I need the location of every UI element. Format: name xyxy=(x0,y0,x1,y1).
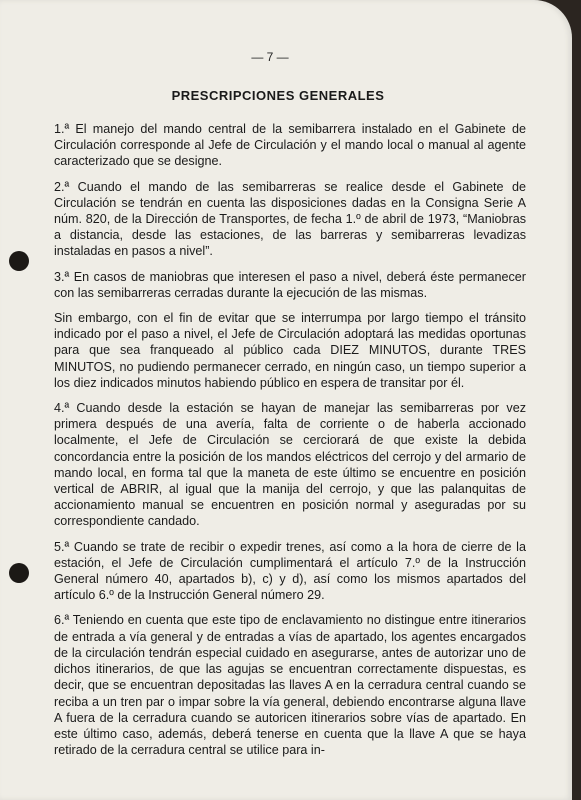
paragraph-3: 3.ª En casos de maniobras que interesen el paso a nivel, deberá éste permanecer con las semibarreras cerradas durante la ejecución de las mismas. xyxy=(54,269,526,300)
paragraph-2: 2.ª Cuando el mando de las semibarreras se realice desde el Gabinete de Circulación se tendrán en cuenta las disposiciones dadas en la Consigna Serie A núm. 820, de la Dirección de Transportes, de fecha 1.º de abril de 1973, “Maniobras a distancia, desde las estaciones, de las barreras y semibarreras levadizas instaladas en pasos a nivel”. xyxy=(54,179,526,259)
paragraph-4: 4.ª Cuando desde la estación se hayan de manejar las semibarreras por vez primera después de una avería, falta de corriente o de haberla accionado localmente, el Jefe de Circulación se cerciorará de que existe la debida concordancia entre la posición de los mandos eléctricos del cerrojo y del armario de mando local, en forma tal que la maneta de este último se encuentre en posición vertical de ABRIR, al igual que la manija del cerrojo, y que las palanquitas de accionamiento manual se encuentren en posición normal y aseguradas por su correspondiente candado. xyxy=(54,401,526,529)
document-body xyxy=(54,121,526,767)
page-number: — 7 — xyxy=(251,50,289,64)
paragraph-1: 1.ª El manejo del mando central de la semibarrera instalado en el Gabinete de Circulación corresponde al Jefe de Circulación y el mando local o manual al agente caracterizado que se designe. xyxy=(54,122,526,169)
section-title: PRESCRIPCIONES GENERALES xyxy=(171,88,385,103)
paragraph-3-continued: Sin embargo, con el fin de evitar que se interrumpa por largo tiempo el tránsito indicado por el paso a nivel, el Jefe de Circulación adoptará las medidas oportunas para que sea franqueado al público cada DIEZ MINUTOS, durante TRES MINUTOS, no pudiendo permanecer cerrado, en ningún caso, un tiempo superior a los diez indicados minutos habiendo público en espera de transitar por él. xyxy=(54,311,526,390)
binder-hole-top xyxy=(9,251,29,271)
binder-hole-bottom xyxy=(9,563,29,583)
paragraph-5: 5.ª Cuando se trate de recibir o expedir trenes, así como a la hora de cierre de la estación, el Jefe de Circulación cumplimentará el artículo 7.º de la Instrucción General número 40, apartados b), c) y d), así como los mismos apartados del artículo 6.º de la Instrucción General número 29. xyxy=(54,539,526,603)
paragraph-6: 6.ª Teniendo en cuenta que este tipo de enclavamiento no distingue entre itinerarios de entrada a vía general y de entradas a vías de apartado, los agentes encargados de la circulación tendrán especial cuidado en asegurarse, antes de autorizar uno de dichos itinerarios, de que las agujas se encuentran correctamente dispuestas, es decir, que se encuentran depositadas las llaves A en la cerradura central cuando se reciba a un tren par o impar sobre la vía general, debiendo encontrarse alguna llave A fuera de la cerradura cuando se autoricen itinerarios sobre vías de apartado. En este último caso, además, deberá tenerse en cuenta que la llave A que se haya retirado de la cerradura central se utilice para in- xyxy=(54,613,526,758)
